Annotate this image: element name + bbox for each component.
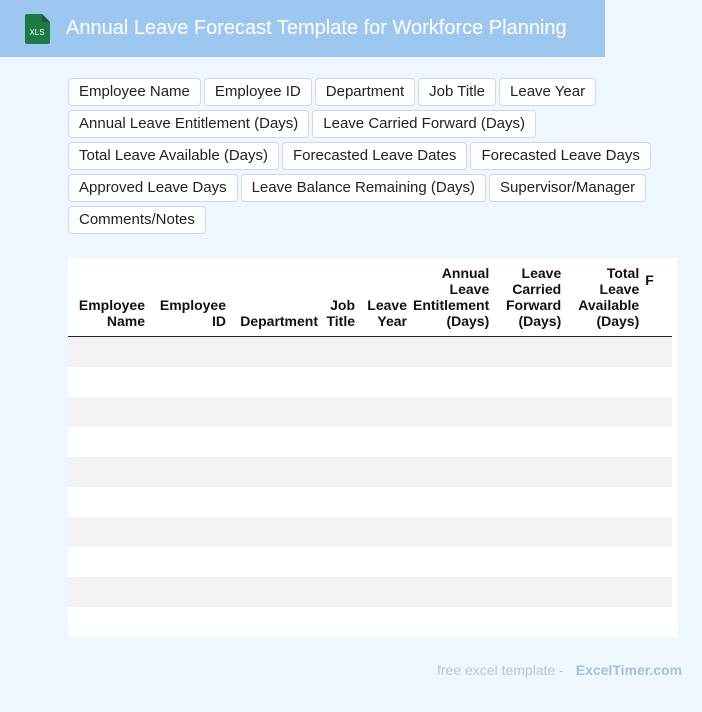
field-chip[interactable]: Job Title	[418, 78, 496, 106]
field-chip[interactable]: Department	[315, 78, 415, 106]
forecast-table-container	[68, 258, 678, 637]
table-cell[interactable]	[229, 457, 321, 487]
table-cell[interactable]	[148, 487, 229, 517]
table-cell[interactable]	[492, 397, 564, 427]
table-cell[interactable]	[564, 577, 642, 607]
table-cell[interactable]	[410, 457, 492, 487]
table-cell[interactable]	[642, 427, 672, 457]
table-cell[interactable]	[358, 367, 410, 397]
table-cell[interactable]	[564, 607, 642, 637]
table-cell[interactable]	[358, 336, 410, 367]
table-cell[interactable]	[410, 607, 492, 637]
table-row	[68, 427, 672, 457]
footer-text: free excel template -	[437, 662, 564, 678]
table-cell[interactable]	[564, 547, 642, 577]
table-cell[interactable]	[68, 517, 148, 547]
table-cell[interactable]	[492, 547, 564, 577]
page-title: Annual Leave Forecast Template for Workforce Planning	[66, 17, 567, 39]
table-cell[interactable]	[68, 367, 148, 397]
table-cell[interactable]	[148, 547, 229, 577]
table-cell[interactable]	[148, 457, 229, 487]
table-cell[interactable]	[229, 427, 321, 457]
table-cell[interactable]	[358, 487, 410, 517]
column-header: Employee Name	[68, 258, 148, 336]
table-cell[interactable]	[358, 397, 410, 427]
table-cell[interactable]	[321, 367, 358, 397]
table-cell[interactable]	[148, 517, 229, 547]
table-cell[interactable]	[564, 457, 642, 487]
table-cell[interactable]	[410, 427, 492, 457]
table-cell[interactable]	[358, 517, 410, 547]
table-cell[interactable]	[410, 517, 492, 547]
field-chip[interactable]: Leave Carried Forward (Days)	[312, 110, 536, 138]
table-cell[interactable]	[68, 336, 148, 367]
table-cell[interactable]	[321, 457, 358, 487]
field-chip[interactable]: Total Leave Available (Days)	[68, 142, 279, 170]
table-cell[interactable]	[410, 577, 492, 607]
table-cell[interactable]	[642, 517, 672, 547]
table-cell[interactable]	[229, 487, 321, 517]
table-row	[68, 367, 672, 397]
table-cell[interactable]	[229, 367, 321, 397]
table-cell[interactable]	[148, 367, 229, 397]
table-cell[interactable]	[68, 607, 148, 637]
table-cell[interactable]	[492, 517, 564, 547]
table-row	[68, 457, 672, 487]
table-cell[interactable]	[564, 367, 642, 397]
table-cell[interactable]	[229, 547, 321, 577]
table-header-row	[68, 258, 672, 336]
table-cell[interactable]	[642, 457, 672, 487]
table-cell[interactable]	[358, 547, 410, 577]
table-row	[68, 607, 672, 637]
field-chip[interactable]: Forecasted Leave Days	[470, 142, 650, 170]
table-row	[68, 487, 672, 517]
column-header: Leave Carried Forward (Days)	[492, 258, 564, 336]
field-chip[interactable]: Approved Leave Days	[68, 174, 238, 202]
column-header: Leave Year	[358, 258, 410, 336]
table-cell[interactable]	[321, 517, 358, 547]
table-cell[interactable]	[358, 577, 410, 607]
column-header: Job Title	[321, 258, 358, 336]
table-cell[interactable]	[410, 367, 492, 397]
table-cell[interactable]	[358, 457, 410, 487]
table-cell[interactable]	[148, 397, 229, 427]
table-cell[interactable]	[492, 487, 564, 517]
table-cell[interactable]	[321, 487, 358, 517]
table-cell[interactable]	[321, 547, 358, 577]
table-cell[interactable]	[410, 336, 492, 367]
footer-brand-link[interactable]: ExcelTimer.com	[575, 662, 683, 678]
table-row	[68, 547, 672, 577]
table-cell[interactable]	[229, 397, 321, 427]
table-cell[interactable]	[642, 397, 672, 427]
column-header: Department	[229, 258, 321, 336]
table-cell[interactable]	[492, 607, 564, 637]
table-cell[interactable]	[564, 397, 642, 427]
table-row	[68, 577, 672, 607]
table-cell[interactable]	[358, 427, 410, 457]
column-header: Annual Leave Entitlement (Days)	[410, 258, 492, 336]
forecast-table	[68, 258, 672, 637]
field-chip[interactable]: Forecasted Leave Dates	[282, 142, 467, 170]
table-cell[interactable]	[642, 336, 672, 367]
table-cell[interactable]	[229, 336, 321, 367]
table-cell[interactable]	[492, 336, 564, 367]
column-header: F	[642, 258, 672, 336]
footer	[437, 662, 682, 678]
table-cell[interactable]	[492, 577, 564, 607]
table-cell[interactable]	[229, 517, 321, 547]
table-cell[interactable]	[321, 427, 358, 457]
field-chip[interactable]: Supervisor/Manager	[489, 174, 646, 202]
table-cell[interactable]	[642, 487, 672, 517]
table-cell[interactable]	[68, 577, 148, 607]
table-cell[interactable]	[148, 577, 229, 607]
table-cell[interactable]	[410, 487, 492, 517]
table-cell[interactable]	[321, 577, 358, 607]
table-cell[interactable]	[321, 607, 358, 637]
table-cell[interactable]	[492, 427, 564, 457]
table-cell[interactable]	[642, 547, 672, 577]
table-cell[interactable]	[564, 336, 642, 367]
table-cell[interactable]	[564, 517, 642, 547]
field-chip[interactable]: Employee ID	[204, 78, 312, 106]
table-cell[interactable]	[321, 336, 358, 367]
table-cell[interactable]	[358, 607, 410, 637]
table-row	[68, 336, 672, 367]
field-chip[interactable]: Annual Leave Entitlement (Days)	[68, 110, 309, 138]
table-cell[interactable]	[642, 367, 672, 397]
field-chip[interactable]: Employee Name	[68, 78, 201, 106]
table-cell[interactable]	[68, 547, 148, 577]
field-chip[interactable]: Comments/Notes	[68, 206, 206, 234]
table-cell[interactable]	[564, 487, 642, 517]
table-row	[68, 517, 672, 547]
table-cell[interactable]	[68, 427, 148, 457]
table-cell[interactable]	[321, 397, 358, 427]
table-cell[interactable]	[410, 397, 492, 427]
table-row	[68, 397, 672, 427]
table-cell[interactable]	[229, 607, 321, 637]
table-cell[interactable]	[492, 457, 564, 487]
table-cell[interactable]	[68, 397, 148, 427]
column-header: Total Leave Available (Days)	[564, 258, 642, 336]
table-cell[interactable]	[642, 607, 672, 637]
table-cell[interactable]	[148, 427, 229, 457]
table-cell[interactable]	[564, 427, 642, 457]
table-cell[interactable]	[410, 547, 492, 577]
table-cell[interactable]	[642, 577, 672, 607]
column-header: Employee ID	[148, 258, 229, 336]
table-cell[interactable]	[148, 607, 229, 637]
excel-file-icon	[24, 14, 50, 44]
excel-icon-label: XLS	[29, 28, 45, 37]
table-cell[interactable]	[68, 457, 148, 487]
table-cell[interactable]	[148, 336, 229, 367]
field-list	[68, 78, 668, 234]
field-chip[interactable]: Leave Balance Remaining (Days)	[241, 174, 486, 202]
table-cell[interactable]	[229, 577, 321, 607]
field-chip[interactable]: Leave Year	[499, 78, 596, 106]
title-bar	[0, 0, 605, 57]
table-cell[interactable]	[68, 487, 148, 517]
table-cell[interactable]	[492, 367, 564, 397]
